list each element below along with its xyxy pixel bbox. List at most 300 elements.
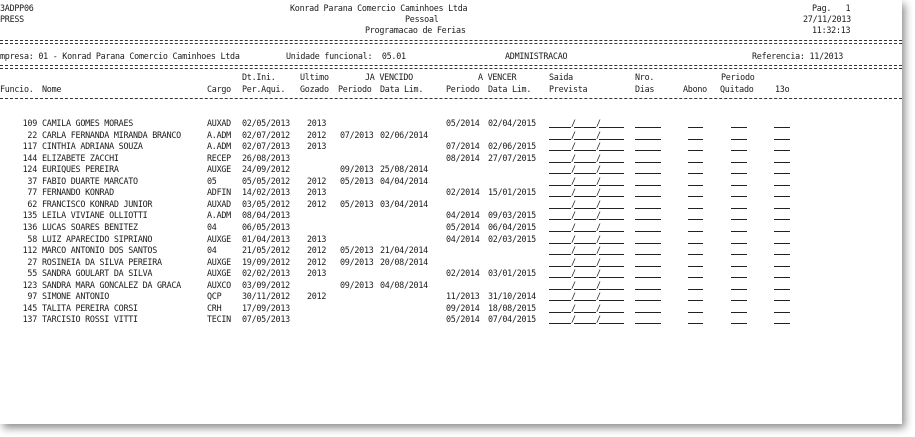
row-cargo: 05 (207, 176, 217, 186)
dias-blank (635, 139, 661, 140)
abono-blank (688, 150, 703, 151)
saida-day-blank (549, 150, 571, 151)
row-nome: FERNANDO KONRAD (42, 187, 114, 197)
row-per-aqui: 06/05/2013 (242, 222, 290, 232)
saida-month-blank (574, 185, 596, 186)
row-vencer-data-lim: 06/04/2015 (488, 222, 536, 232)
saida-day-blank (549, 289, 571, 290)
col-dias: Dias (635, 84, 655, 94)
saida-year-blank (599, 173, 624, 174)
saida-day-blank (549, 277, 571, 278)
abono-blank (688, 266, 703, 267)
date-slash: / (596, 153, 601, 163)
saida-month-blank (574, 323, 596, 324)
date-slash: / (596, 210, 601, 220)
saida-year-blank (599, 266, 624, 267)
decimo-blank (774, 196, 790, 197)
abono-blank (688, 243, 703, 244)
date-slash: / (571, 245, 576, 255)
date-slash: / (596, 234, 601, 244)
dias-blank (635, 323, 661, 324)
col-periodo-header: Periodo (721, 72, 755, 82)
program-code: 3ADPP06 (0, 3, 34, 13)
row-gozado: 2012 (307, 245, 327, 255)
row-gozado: 2012 (307, 176, 327, 186)
saida-year-blank (599, 127, 624, 128)
row-vencer-periodo: 11/2013 (446, 291, 480, 301)
row-vencer-periodo: 09/2014 (446, 303, 480, 313)
quitado-blank (731, 277, 747, 278)
dias-blank (635, 300, 661, 301)
decimo-blank (774, 173, 790, 174)
date-slash: / (596, 314, 601, 324)
saida-year-blank (599, 231, 624, 232)
row-nome: CINTHIA ADRIANA SOUZA (42, 141, 143, 151)
date-slash: / (571, 130, 576, 140)
row-per-aqui: 24/09/2012 (242, 164, 290, 174)
date-slash: / (571, 280, 576, 290)
row-funcio: 62 (27, 199, 37, 209)
report-date: 27/11/2013 (803, 14, 851, 24)
row-nome: EURIQUES PEREIRA (42, 164, 119, 174)
saida-day-blank (549, 254, 571, 255)
quitado-blank (731, 323, 747, 324)
row-cargo: A.ADM (207, 141, 231, 151)
row-vencer-data-lim: 27/07/2015 (488, 153, 536, 163)
decimo-blank (774, 162, 790, 163)
col-13o: 13o (775, 84, 790, 94)
row-vencer-periodo: 04/2014 (446, 210, 480, 220)
row-nome: CARLA FERNANDA MIRANDA BRANCO (42, 130, 181, 140)
saida-year-blank (599, 162, 624, 163)
date-slash: / (596, 176, 601, 186)
date-slash: / (571, 141, 576, 151)
company-name: Konrad Parana Comercio Caminhoes Ltda (290, 3, 468, 13)
row-per-aqui: 01/04/2013 (242, 234, 290, 244)
row-cargo: RECEP (207, 153, 231, 163)
col-vencido-header: JA VENCIDO (365, 72, 413, 82)
col-funcio: Funcio. (0, 84, 34, 94)
row-vencer-periodo: 05/2014 (446, 314, 480, 324)
saida-year-blank (599, 277, 624, 278)
row-cargo: TECIN (207, 314, 231, 324)
date-slash: / (571, 268, 576, 278)
row-vencer-data-lim: 02/04/2015 (488, 118, 536, 128)
row-cargo: 04 (207, 222, 217, 232)
row-vencido-data-lim: 03/04/2014 (380, 199, 428, 209)
row-cargo: AUXGE (207, 164, 231, 174)
row-funcio: 77 (27, 187, 37, 197)
row-nome: ROSINEIA DA SILVA PEREIRA (42, 257, 162, 267)
row-vencer-data-lim: 15/01/2015 (488, 187, 536, 197)
row-vencido-periodo: 05/2013 (340, 245, 374, 255)
row-gozado: 2013 (307, 187, 327, 197)
date-slash: / (571, 257, 576, 267)
date-slash: / (596, 199, 601, 209)
row-cargo: A.ADM (207, 210, 231, 220)
row-vencido-data-lim: 25/08/2014 (380, 164, 428, 174)
date-slash: / (571, 234, 576, 244)
saida-year-blank (599, 150, 624, 151)
row-nome: SANDRA GOULART DA SILVA (42, 268, 153, 278)
dias-blank (635, 196, 661, 197)
setor-label: ADMINISTRACAO (505, 51, 568, 61)
date-slash: / (571, 176, 576, 186)
date-slash: / (596, 118, 601, 128)
row-gozado: 2012 (307, 199, 327, 209)
row-per-aqui: 19/09/2012 (242, 257, 290, 267)
dias-blank (635, 208, 661, 209)
row-cargo: ADFIN (207, 187, 231, 197)
saida-day-blank (549, 196, 571, 197)
row-vencido-data-lim: 04/08/2014 (380, 280, 428, 290)
date-slash: / (596, 303, 601, 313)
date-slash: / (571, 303, 576, 313)
saida-month-blank (574, 196, 596, 197)
row-cargo: QCP (207, 291, 222, 301)
col-ultimo-header: Ultimo (300, 72, 329, 82)
dias-blank (635, 312, 661, 313)
abono-blank (688, 219, 703, 220)
row-per-aqui: 03/05/2012 (242, 199, 290, 209)
abono-blank (688, 139, 703, 140)
system-name: Pessoal (405, 14, 439, 24)
row-funcio: 37 (27, 176, 37, 186)
columns-divider (0, 98, 902, 99)
saida-month-blank (574, 219, 596, 220)
dias-blank (635, 162, 661, 163)
report-time: 11:32:13 (812, 25, 851, 35)
row-nome: FABIO DUARTE MARCATO (42, 176, 138, 186)
row-per-aqui: 14/02/2013 (242, 187, 290, 197)
row-funcio: 123 (22, 280, 37, 290)
quitado-blank (731, 219, 747, 220)
row-vencer-periodo: 07/2014 (446, 141, 480, 151)
abono-blank (688, 289, 703, 290)
row-nome: LUCAS SOARES BENITEZ (42, 222, 138, 232)
decimo-blank (774, 231, 790, 232)
quitado-blank (731, 289, 747, 290)
row-gozado: 2013 (307, 268, 327, 278)
row-vencer-data-lim: 18/08/2015 (488, 303, 536, 313)
row-nome: TARCISIO ROSSI VITTI (42, 314, 138, 324)
decimo-blank (774, 312, 790, 313)
row-per-aqui: 05/05/2012 (242, 176, 290, 186)
row-gozado: 2012 (307, 257, 327, 267)
row-per-aqui: 03/09/2012 (242, 280, 290, 290)
row-nome: FRANCISCO KONRAD JUNIOR (42, 199, 153, 209)
saida-month-blank (574, 300, 596, 301)
row-vencer-data-lim: 09/03/2015 (488, 210, 536, 220)
dias-blank (635, 185, 661, 186)
company-code: PRESS (0, 14, 24, 24)
saida-month-blank (574, 277, 596, 278)
quitado-blank (731, 208, 747, 209)
dias-blank (635, 289, 661, 290)
saida-day-blank (549, 312, 571, 313)
saida-day-blank (549, 231, 571, 232)
quitado-blank (731, 254, 747, 255)
decimo-blank (774, 185, 790, 186)
row-per-aqui: 02/02/2013 (242, 268, 290, 278)
unidade-label: Unidade funcional: 05.01 (286, 51, 406, 61)
saida-month-blank (574, 312, 596, 313)
row-cargo: AUXGE (207, 268, 231, 278)
row-nome: CAMILA GOMES MORAES (42, 118, 134, 128)
col-gozado: Gozado (300, 84, 329, 94)
saida-year-blank (599, 323, 624, 324)
row-funcio: 144 (22, 153, 37, 163)
col-vencer-data-lim: Data Lim. (488, 84, 532, 94)
saida-day-blank (549, 173, 571, 174)
row-vencer-data-lim: 03/01/2015 (488, 268, 536, 278)
decimo-blank (774, 289, 790, 290)
saida-year-blank (599, 139, 624, 140)
col-vencer-periodo: Periodo (446, 84, 480, 94)
abono-blank (688, 162, 703, 163)
date-slash: / (596, 222, 601, 232)
decimo-blank (774, 266, 790, 267)
col-vencido-data-lim: Data Lim. (380, 84, 424, 94)
date-slash: / (571, 314, 576, 324)
decimo-blank (774, 323, 790, 324)
decimo-blank (774, 139, 790, 140)
date-slash: / (596, 291, 601, 301)
decimo-blank (774, 127, 790, 128)
row-vencer-data-lim: 02/03/2015 (488, 234, 536, 244)
decimo-blank (774, 277, 790, 278)
saida-month-blank (574, 173, 596, 174)
saida-year-blank (599, 208, 624, 209)
date-slash: / (571, 153, 576, 163)
row-cargo: CRH (207, 303, 222, 313)
row-funcio: 58 (27, 234, 37, 244)
row-vencido-periodo: 09/2013 (340, 280, 374, 290)
row-nome: ELIZABETE ZACCHI (42, 153, 119, 163)
dias-blank (635, 173, 661, 174)
saida-day-blank (549, 219, 571, 220)
quitado-blank (731, 139, 747, 140)
saida-month-blank (574, 139, 596, 140)
saida-month-blank (574, 127, 596, 128)
saida-day-blank (549, 162, 571, 163)
decimo-blank (774, 243, 790, 244)
quitado-blank (731, 231, 747, 232)
date-slash: / (596, 268, 601, 278)
abono-blank (688, 300, 703, 301)
saida-month-blank (574, 266, 596, 267)
date-slash: / (571, 222, 576, 232)
referencia-label: Referencia: 11/2013 (752, 51, 844, 61)
col-quitado: Quitado (720, 84, 754, 94)
saida-day-blank (549, 185, 571, 186)
quitado-blank (731, 185, 747, 186)
row-per-aqui: 08/04/2013 (242, 210, 290, 220)
date-slash: / (571, 164, 576, 174)
decimo-blank (774, 254, 790, 255)
saida-day-blank (549, 323, 571, 324)
dias-blank (635, 231, 661, 232)
abono-blank (688, 127, 703, 128)
row-funcio: 145 (22, 303, 37, 313)
row-per-aqui: 02/07/2012 (242, 130, 290, 140)
row-per-aqui: 02/05/2013 (242, 118, 290, 128)
row-per-aqui: 17/09/2013 (242, 303, 290, 313)
saida-month-blank (574, 231, 596, 232)
date-slash: / (571, 210, 576, 220)
quitado-blank (731, 312, 747, 313)
abono-blank (688, 185, 703, 186)
page-number: Pag. 1 (812, 3, 851, 13)
row-cargo: A.ADM (207, 130, 231, 140)
quitado-blank (731, 243, 747, 244)
saida-year-blank (599, 185, 624, 186)
saida-day-blank (549, 243, 571, 244)
quitado-blank (731, 300, 747, 301)
saida-month-blank (574, 289, 596, 290)
row-vencer-data-lim: 31/10/2014 (488, 291, 536, 301)
dias-blank (635, 243, 661, 244)
date-slash: / (571, 187, 576, 197)
row-funcio: 137 (22, 314, 37, 324)
row-gozado: 2012 (307, 291, 327, 301)
saida-year-blank (599, 300, 624, 301)
date-slash: / (596, 257, 601, 267)
row-vencer-periodo: 02/2014 (446, 268, 480, 278)
row-vencido-data-lim: 04/04/2014 (380, 176, 428, 186)
quitado-blank (731, 173, 747, 174)
row-cargo: AUXGE (207, 234, 231, 244)
subheader-divider (0, 65, 902, 69)
row-vencido-periodo: 05/2013 (340, 199, 374, 209)
row-vencer-periodo: 08/2014 (446, 153, 480, 163)
abono-blank (688, 196, 703, 197)
row-cargo: AUXAD (207, 118, 231, 128)
decimo-blank (774, 150, 790, 151)
row-nome: MARCO ANTONIO DOS SANTOS (42, 245, 158, 255)
dias-blank (635, 219, 661, 220)
header-divider (0, 40, 902, 44)
row-per-aqui: 07/05/2013 (242, 314, 290, 324)
saida-day-blank (549, 208, 571, 209)
abono-blank (688, 254, 703, 255)
row-nome: SANDRA MARA GONCALEZ DA GRACA (42, 280, 181, 290)
row-vencer-periodo: 05/2014 (446, 222, 480, 232)
row-funcio: 112 (22, 245, 37, 255)
saida-day-blank (549, 266, 571, 267)
row-per-aqui: 26/08/2013 (242, 153, 290, 163)
saida-month-blank (574, 254, 596, 255)
row-vencer-data-lim: 02/06/2015 (488, 141, 536, 151)
date-slash: / (571, 291, 576, 301)
dias-blank (635, 277, 661, 278)
row-gozado: 2013 (307, 234, 327, 244)
saida-year-blank (599, 243, 624, 244)
row-gozado: 2012 (307, 130, 327, 140)
date-slash: / (596, 245, 601, 255)
row-cargo: 04 (207, 245, 217, 255)
empresa-label: mpresa: 01 - Konrad Parana Comercio Caminhoes Ltda (0, 51, 240, 61)
saida-day-blank (549, 300, 571, 301)
row-funcio: 117 (22, 141, 37, 151)
row-funcio: 135 (22, 210, 37, 220)
saida-year-blank (599, 254, 624, 255)
abono-blank (688, 173, 703, 174)
row-vencer-periodo: 04/2014 (446, 234, 480, 244)
saida-year-blank (599, 219, 624, 220)
abono-blank (688, 277, 703, 278)
date-slash: / (596, 164, 601, 174)
col-prevista: Prevista (549, 84, 588, 94)
row-cargo: AUXCO (207, 280, 231, 290)
row-funcio: 136 (22, 222, 37, 232)
saida-year-blank (599, 289, 624, 290)
date-slash: / (596, 187, 601, 197)
row-vencido-data-lim: 02/06/2014 (380, 130, 428, 140)
col-saida-header: Saida (549, 72, 573, 82)
date-slash: / (596, 280, 601, 290)
abono-blank (688, 231, 703, 232)
quitado-blank (731, 162, 747, 163)
row-vencido-data-lim: 20/08/2014 (380, 257, 428, 267)
decimo-blank (774, 219, 790, 220)
date-slash: / (596, 130, 601, 140)
row-vencido-periodo: 09/2013 (340, 164, 374, 174)
row-cargo: AUXAD (207, 199, 231, 209)
col-abono: Abono (683, 84, 707, 94)
decimo-blank (774, 208, 790, 209)
saida-day-blank (549, 139, 571, 140)
col-vencer-header: A VENCER (478, 72, 517, 82)
saida-year-blank (599, 196, 624, 197)
saida-month-blank (574, 243, 596, 244)
row-vencido-data-lim: 21/04/2014 (380, 245, 428, 255)
row-per-aqui: 02/07/2013 (242, 141, 290, 151)
saida-day-blank (549, 127, 571, 128)
col-nro-header: Nro. (635, 72, 655, 82)
row-per-aqui: 21/05/2012 (242, 245, 290, 255)
row-nome: TALITA PEREIRA CORSI (42, 303, 138, 313)
row-gozado: 2013 (307, 141, 327, 151)
row-vencido-periodo: 07/2013 (340, 130, 374, 140)
quitado-blank (731, 196, 747, 197)
row-vencer-data-lim: 07/04/2015 (488, 314, 536, 324)
saida-month-blank (574, 162, 596, 163)
saida-year-blank (599, 312, 624, 313)
quitado-blank (731, 266, 747, 267)
date-slash: / (571, 118, 576, 128)
row-cargo: AUXGE (207, 257, 231, 267)
abono-blank (688, 323, 703, 324)
row-vencido-periodo: 05/2013 (340, 176, 374, 186)
row-gozado: 2013 (307, 118, 327, 128)
col-dtini-header: Dt.Ini. (242, 72, 276, 82)
row-funcio: 124 (22, 164, 37, 174)
row-nome: SIMONE ANTONIO (42, 291, 110, 301)
quitado-blank (731, 127, 747, 128)
col-nome: Nome (42, 84, 62, 94)
dias-blank (635, 266, 661, 267)
row-funcio: 55 (27, 268, 37, 278)
row-funcio: 97 (27, 291, 37, 301)
row-vencer-periodo: 02/2014 (446, 187, 480, 197)
dias-blank (635, 254, 661, 255)
abono-blank (688, 312, 703, 313)
row-nome: LUIZ APARECIDO SIPRIANO (42, 234, 153, 244)
decimo-blank (774, 300, 790, 301)
abono-blank (688, 208, 703, 209)
dias-blank (635, 150, 661, 151)
